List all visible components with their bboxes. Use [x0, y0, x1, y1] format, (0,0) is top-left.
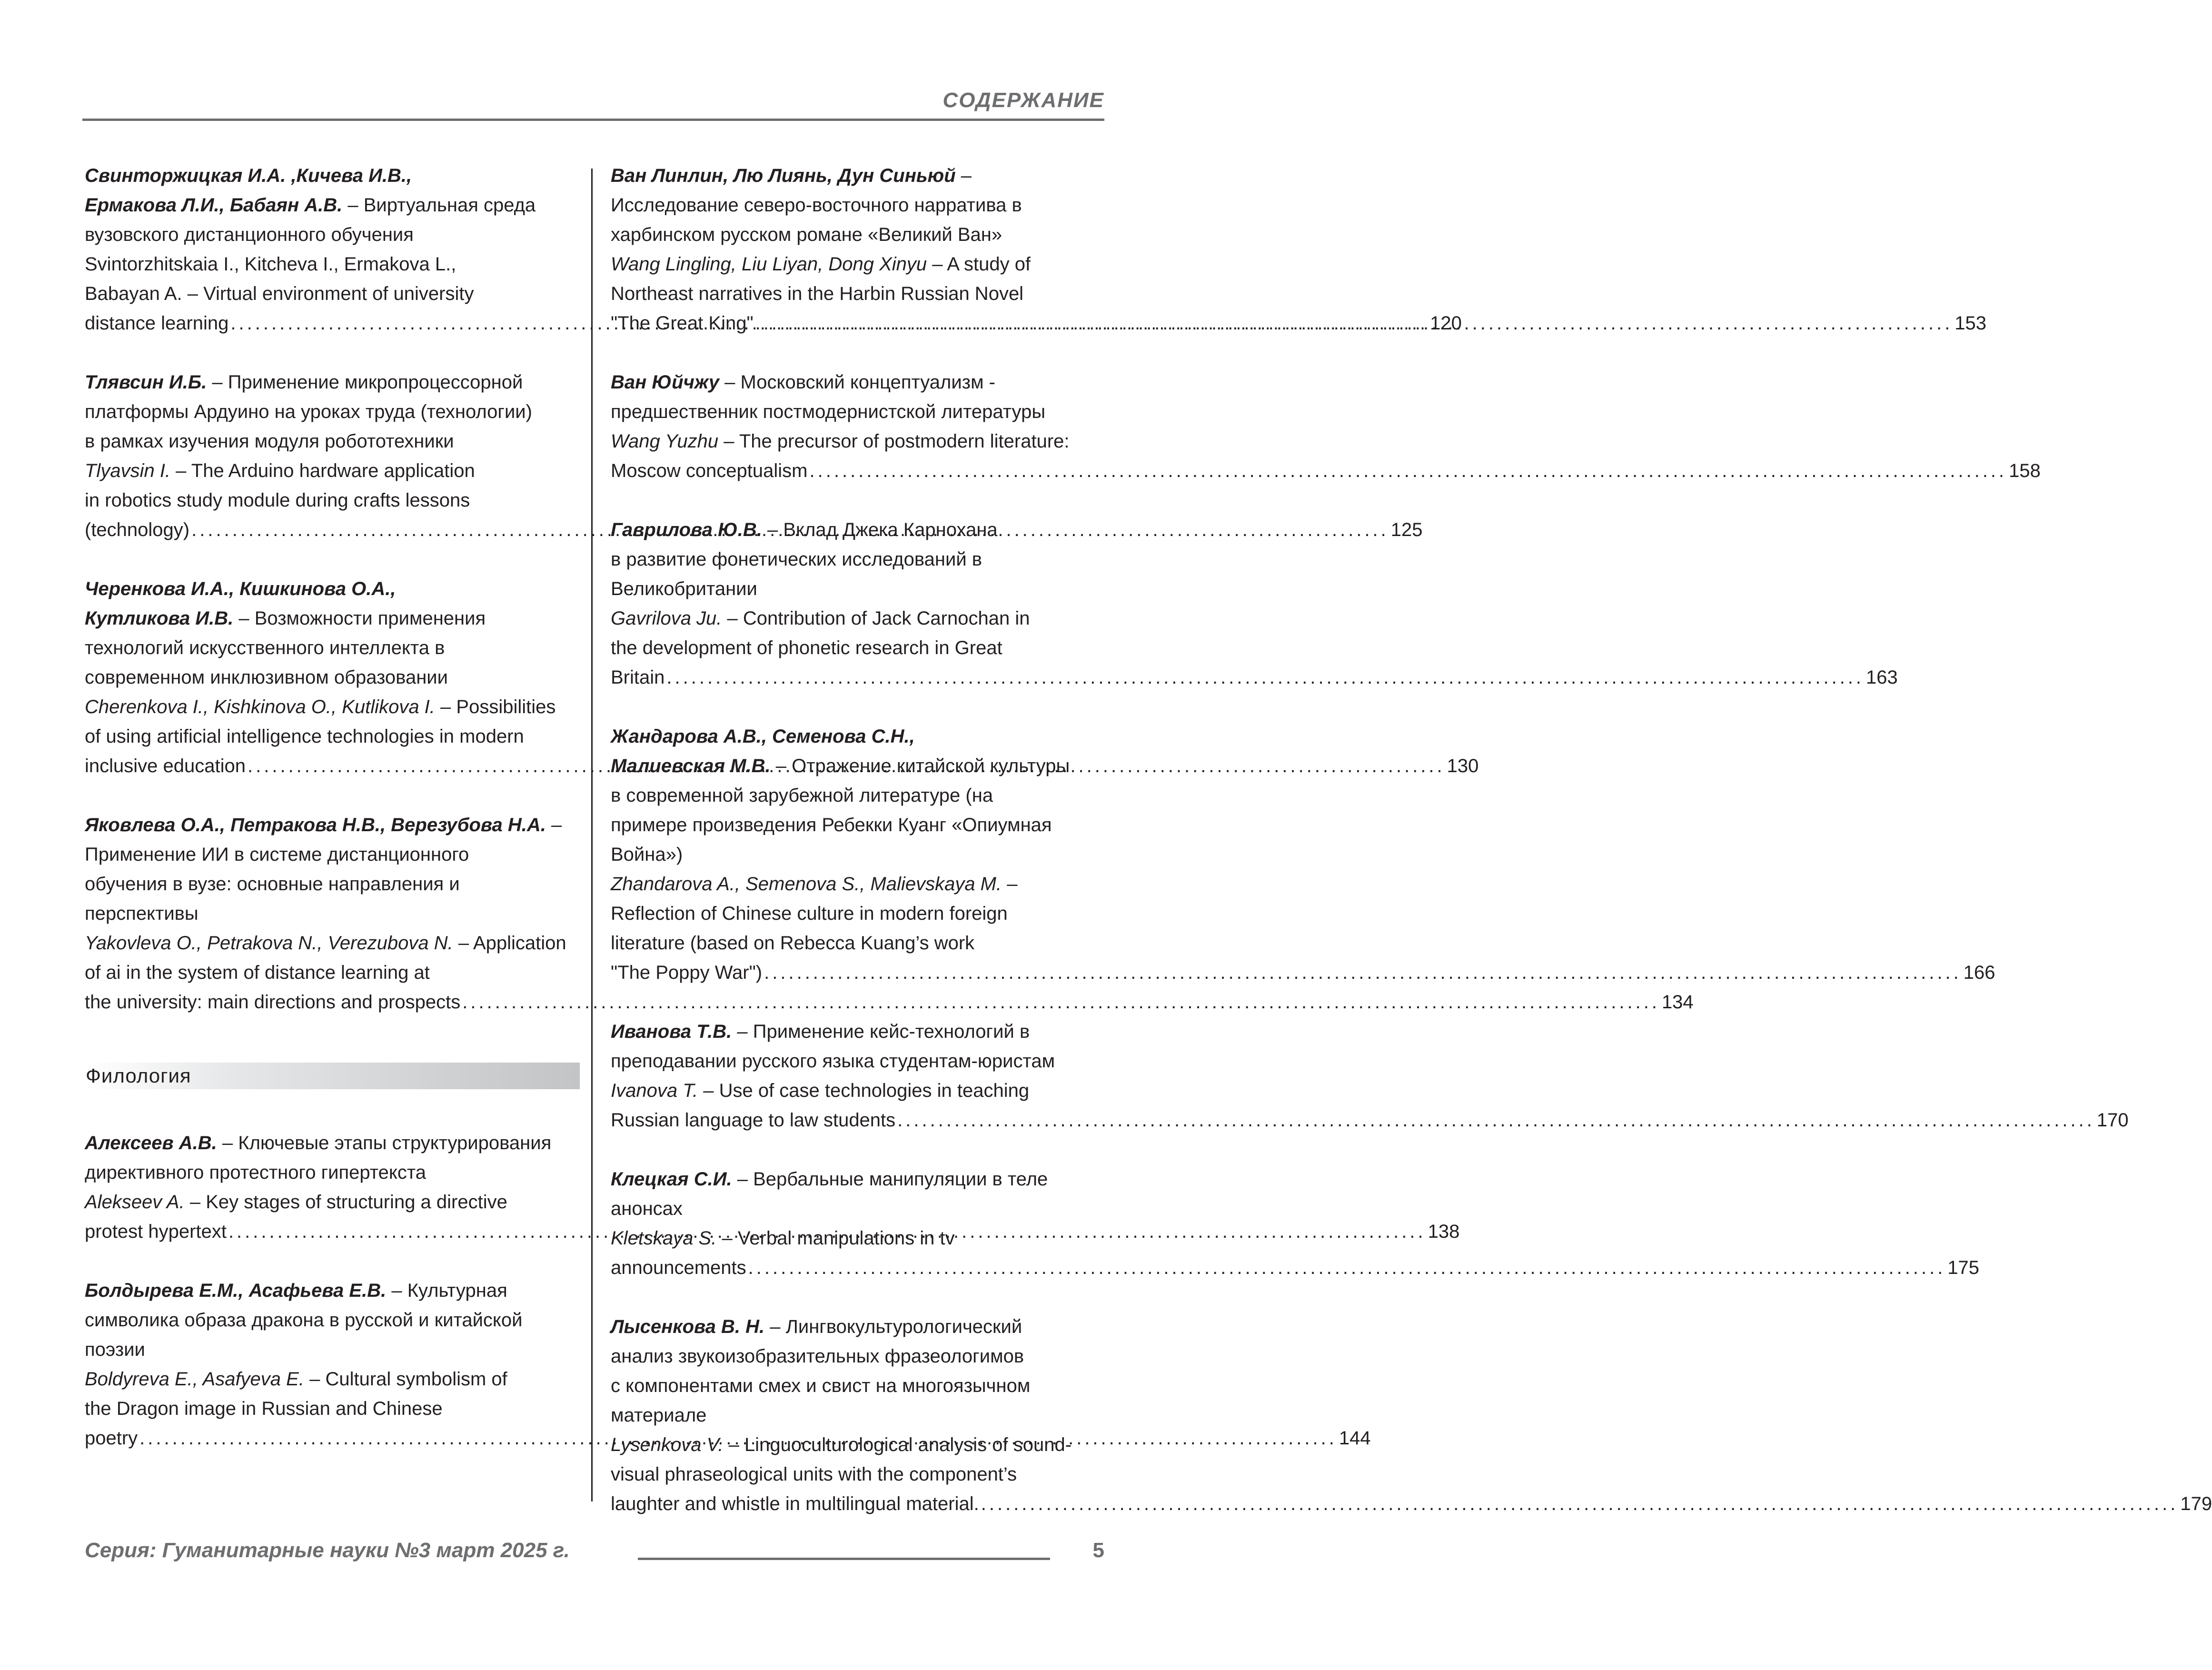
toc-line: [611, 161, 1101, 190]
toc-line: [85, 1335, 580, 1364]
toc-line: [85, 574, 580, 604]
entry-page-number[interactable]: 144: [1339, 1428, 1371, 1449]
entry-title-en: visual phraseological units with the component’s: [611, 1464, 1017, 1485]
toc-line: [611, 1017, 1101, 1046]
entry-authors-ru: Тлявсин И.Б.: [85, 372, 207, 393]
toc-line: [611, 810, 1101, 840]
entry-authors-en: Wang Lingling, Liu Liyan, Dong Xinyu: [611, 254, 927, 275]
toc-line: [85, 840, 580, 869]
toc-line: [85, 633, 580, 663]
toc-line: [85, 663, 580, 692]
toc-line: [611, 1371, 1101, 1401]
entry-title-ru: примере произведения Ребекки Куанг «Опиумная: [611, 815, 1052, 835]
entry-authors-ru: Иванова Т.В.: [611, 1021, 732, 1042]
entry-title-en: of using artificial intelligence technologies in modern: [85, 726, 524, 747]
toc-line: [611, 515, 1101, 545]
entry-title-ru: –: [551, 815, 562, 835]
toc-line: [611, 1046, 1101, 1076]
entry-title-en: Northeast narratives in the Harbin Russian Novel: [611, 283, 1024, 304]
entry-title-en: – Contribution of Jack Carnochan in: [727, 608, 1030, 629]
entry-title-en: – Use of case technologies in teaching: [703, 1080, 1030, 1101]
entry-page-number[interactable]: 138: [1428, 1221, 1460, 1242]
entry-authors-ru: Черенкова И.А., Кишкинова О.А.,: [85, 578, 396, 599]
toc-leader-line: [611, 663, 1898, 692]
entry-authors-ru: Жандарова А.В., Семенова С.Н.,: [611, 726, 915, 747]
entry-page-number[interactable]: 120: [1430, 313, 1462, 334]
toc-line: [85, 220, 580, 249]
entry-title-en: – Possibilities: [440, 696, 556, 717]
entry-title-en: distance learning: [85, 313, 229, 334]
dot-leader: [981, 1493, 2179, 1514]
entry-title-ru: предшественник постмодернистской литературы: [611, 401, 1046, 422]
entry-authors-en: Ivanova T.: [611, 1080, 698, 1101]
entry-title-ru: – Лингвокультурологический: [770, 1316, 1022, 1337]
dot-leader: [810, 460, 2007, 481]
entry-authors-ru: Кутликова И.В.: [85, 608, 234, 629]
entry-page-number[interactable]: 125: [1390, 519, 1423, 540]
dot-leader: [755, 313, 1953, 334]
toc-line: [85, 279, 580, 308]
entry-title-ru: – Отражение китайской культуры: [775, 755, 1070, 776]
section-heading-philology: [85, 1063, 580, 1089]
entry-authors-ru: Клецкая С.И.: [611, 1169, 732, 1190]
entry-title-en: of ai in the system of distance learning at: [85, 962, 430, 983]
entry-title-en: (technology): [85, 519, 190, 540]
entry-authors-ru: Яковлева О.А., Петракова Н.В., Верезубова Н.А.: [85, 815, 546, 835]
toc-line: [85, 604, 580, 633]
toc-line: [85, 486, 580, 515]
entry-title-ru: Великобритании: [611, 578, 757, 599]
toc-line: [611, 545, 1101, 574]
entry-title-ru: Исследование северо-восточного нарратива в: [611, 195, 1022, 216]
toc-line: [85, 692, 580, 722]
entry-page-number[interactable]: 175: [1947, 1257, 1980, 1278]
entry-title-en: – The Arduino hardware application: [176, 460, 475, 481]
entry-page-number[interactable]: 163: [1866, 667, 1898, 688]
entry-title-ru: материале: [611, 1405, 707, 1426]
entry-title-ru: – Виртуальная среда: [347, 195, 536, 216]
entry-title-en: laughter and whistle in multilingual material.: [611, 1493, 979, 1514]
entry-title-ru: преподавании русского языка студентам-юристам: [611, 1051, 1055, 1072]
toc-line: [611, 1430, 1101, 1460]
toc-line: [85, 249, 580, 279]
toc-line: [611, 928, 1101, 958]
entry-title-ru: –: [961, 165, 972, 186]
entry-title-ru: обучения в вузе: основные направления и: [85, 874, 460, 895]
entry-title-ru: Применение ИИ в системе дистанционного: [85, 844, 469, 865]
toc-line: [611, 751, 1101, 781]
entry-title-en: the Dragon image in Russian and Chinese: [85, 1398, 443, 1419]
page-number: 5: [1092, 1539, 1104, 1562]
entry-title-ru: Война»): [611, 844, 683, 865]
toc-leader-line: [611, 1105, 2129, 1135]
entry-title-en: –: [1007, 874, 1018, 895]
toc-line: [85, 810, 580, 840]
entry-title-ru: харбинском русском романе «Великий Ван»: [611, 224, 1002, 245]
entry-authors-ru: Болдырева Е.М., Асафьева Е.В.: [85, 1280, 387, 1301]
toc-line: [611, 1223, 1101, 1253]
entry-title-ru: в современной зарубежной литературе (на: [611, 785, 993, 806]
toc-line: [85, 1276, 580, 1305]
toc-line: [611, 1194, 1101, 1223]
entry-title-en: – Verbal manipulations in tv: [722, 1228, 955, 1249]
entry-title-en: – A study of: [932, 254, 1031, 275]
toc-line: [611, 427, 1101, 456]
entry-title-en: Britain: [611, 667, 665, 688]
toc-line: [611, 1076, 1101, 1105]
toc-leader-line: [611, 1253, 1980, 1282]
entry-title-ru: – Вклад Джека Карнохана: [767, 519, 998, 540]
entry-authors-ru: Гаврилова Ю.В.: [611, 519, 762, 540]
toc-line: [611, 1401, 1101, 1430]
toc-line: [85, 1364, 580, 1394]
entry-title-ru: – Применение микропроцессорной: [212, 372, 523, 393]
toc-line: [611, 604, 1101, 633]
toc-line: [85, 1187, 580, 1217]
entry-title-en: "The Great King": [611, 313, 754, 334]
toc-line: [85, 928, 580, 958]
toc-line: [611, 249, 1101, 279]
entry-title-ru: директивного протестного гипертекста: [85, 1162, 426, 1183]
entry-title-en: Babayan A. – Virtual environment of university: [85, 283, 474, 304]
entry-title-ru: вузовского дистанционного обучения: [85, 224, 414, 245]
entry-title-ru: анонсах: [611, 1198, 683, 1219]
footer-rule: [638, 1558, 1050, 1560]
entry-title-en: – The precursor of postmodern literature:: [724, 431, 1070, 452]
entry-title-ru: технологий искусственного интеллекта в: [85, 637, 445, 658]
entry-title-en: – Linguoculturological analysis of sound-: [728, 1434, 1072, 1455]
entry-authors-ru: Лысенкова В. Н.: [611, 1316, 765, 1337]
section-header-title: СОДЕРЖАНИЕ: [942, 89, 1104, 112]
toc-line: [85, 1128, 580, 1158]
dot-leader: [666, 667, 1864, 688]
entry-authors-ru: Малиевская М.В.: [611, 755, 771, 776]
toc-leader-line: [611, 456, 2041, 486]
entry-title-ru: с компонентами смех и свист на многоязычном: [611, 1375, 1031, 1396]
entry-title-en: literature (based on Rebecca Kuang’s work: [611, 933, 975, 954]
entry-title-en: "The Poppy War"): [611, 962, 763, 983]
toc-line: [611, 397, 1101, 427]
dot-leader: [748, 1257, 1946, 1278]
entry-title-en: – Key stages of structuring a directive: [189, 1192, 507, 1213]
toc-line: [85, 958, 580, 987]
toc-line: [611, 1164, 1101, 1194]
toc-leader-line: [85, 987, 1694, 1017]
entry-title-en: Moscow conceptualism: [611, 460, 808, 481]
section-heading-label: Филология: [86, 1064, 191, 1087]
entry-authors-ru: Ван Юйчжу: [611, 372, 720, 393]
header-rule: [82, 119, 1104, 121]
entry-page-number[interactable]: 130: [1447, 755, 1479, 776]
entry-title-ru: современном инклюзивном образовании: [85, 667, 448, 688]
toc-line: [85, 722, 580, 751]
entry-authors-en: Cherenkova I., Kishkinova O., Kutlikova I.: [85, 696, 435, 717]
toc-line: [611, 781, 1101, 810]
toc-line: [611, 633, 1101, 663]
toc-line: [611, 1342, 1101, 1371]
entry-authors-ru: Ермакова Л.И., Бабаян А.В.: [85, 195, 343, 216]
toc-line: [611, 722, 1101, 751]
toc-entry[interactable]: [611, 368, 2041, 486]
toc-line: [85, 190, 580, 220]
column-divider: [591, 169, 593, 1501]
entry-title-ru: – Культурная: [391, 1280, 507, 1301]
toc-line: [85, 1394, 580, 1423]
toc-line: [611, 574, 1101, 604]
entry-page-number[interactable]: 170: [2096, 1110, 2129, 1131]
entry-authors-en: Yakovleva O., Petrakova N., Verezubova N.: [85, 933, 453, 954]
entry-title-en: protest hypertext: [85, 1221, 227, 1242]
entry-title-ru: перспективы: [85, 903, 198, 924]
entry-authors-en: Lysenkova V.: [611, 1434, 724, 1455]
entry-title-ru: символика образа дракона в русской и китайской: [85, 1310, 523, 1331]
entry-title-ru: в рамках изучения модуля робототехники: [85, 431, 454, 452]
entry-authors-ru: Алексеев А.В.: [85, 1133, 217, 1153]
entry-title-en: announcements: [611, 1257, 746, 1278]
toc-line: [85, 397, 580, 427]
toc-line: [611, 279, 1101, 308]
entry-title-ru: – Ключевые этапы структурирования: [222, 1133, 552, 1153]
toc-leader-line: [611, 958, 1995, 987]
entry-authors-en: Zhandarova A., Semenova S., Malievskaya M.: [611, 874, 1002, 895]
entry-page-number[interactable]: 153: [1954, 313, 1987, 334]
toc-line: [85, 427, 580, 456]
toc-line: [85, 1305, 580, 1335]
entry-title-en: in robotics study module during crafts lessons: [85, 490, 470, 511]
entry-title-en: – Application: [458, 933, 566, 954]
entry-authors-en: Kletskaya S.: [611, 1228, 717, 1249]
entry-page-number[interactable]: 134: [1661, 992, 1694, 1013]
toc-line: [85, 899, 580, 928]
toc-line: [85, 161, 580, 190]
toc-line: [611, 869, 1101, 899]
entry-title-en: the development of phonetic research in Great: [611, 637, 1002, 658]
entry-title-ru: поэзии: [85, 1339, 145, 1360]
entry-authors-ru: Ван Линлин, Лю Лиянь, Дун Синьюй: [611, 165, 956, 186]
entry-authors-ru: Свинторжицкая И.А. ,Кичева И.В.,: [85, 165, 412, 186]
entry-title-en: Svintorzhitskaia I., Kitcheva I., Ermakova L.,: [85, 254, 456, 275]
entry-title-ru: – Московский концептуализм -: [724, 372, 996, 393]
entry-authors-en: Boldyreva E., Asafyeva E.: [85, 1369, 304, 1390]
toc-line: [611, 1460, 1101, 1489]
entry-title-ru: платформы Ардуино на уроках труда (технологии): [85, 401, 532, 422]
toc-line: [85, 456, 580, 486]
dot-leader: [764, 962, 1962, 983]
entry-title-en: the university: main directions and prospects: [85, 992, 461, 1013]
toc-leader-line: [611, 1489, 2212, 1519]
entry-title-ru: – Вербальные манипуляции в теле: [737, 1169, 1048, 1190]
entry-authors-en: Alekseev A.: [85, 1192, 185, 1213]
toc-line: [85, 368, 580, 397]
entry-authors-en: Gavrilova Ju.: [611, 608, 722, 629]
entry-title-en: inclusive education: [85, 755, 246, 776]
entry-authors-en: Tlyavsin I.: [85, 460, 171, 481]
toc-line: [85, 869, 580, 899]
entry-authors-en: Wang Yuzhu: [611, 431, 719, 452]
entry-page-number[interactable]: 158: [2009, 460, 2041, 481]
entry-title-ru: анализ звукоизобразительных фразеологимов: [611, 1346, 1024, 1367]
toc-line: [611, 190, 1101, 220]
toc-entry[interactable]: [611, 1017, 2129, 1135]
entry-title-ru: – Возможности применения: [238, 608, 486, 629]
entry-title-en: – Cultural symbolism of: [309, 1369, 507, 1390]
toc-line: [85, 1158, 580, 1187]
entry-title-en: Reflection of Chinese culture in modern foreign: [611, 903, 1008, 924]
entry-title-ru: в развитие фонетических исследований в: [611, 549, 982, 570]
entry-title-ru: – Применение кейс-технологий в: [737, 1021, 1030, 1042]
entry-page-number[interactable]: 179: [2180, 1493, 2212, 1514]
entry-title-en: poetry: [85, 1428, 138, 1449]
entry-page-number[interactable]: 166: [1963, 962, 1995, 983]
toc-line: [611, 840, 1101, 869]
toc-line: [611, 1312, 1101, 1342]
toc-line: [611, 368, 1101, 397]
entry-title-en: Russian language to law students: [611, 1110, 896, 1131]
footer-series-title: Серия: Гуманитарные науки №3 март 2025 г.: [85, 1539, 570, 1562]
toc-line: [611, 220, 1101, 249]
toc-line: [611, 899, 1101, 928]
dot-leader: [897, 1110, 2095, 1131]
